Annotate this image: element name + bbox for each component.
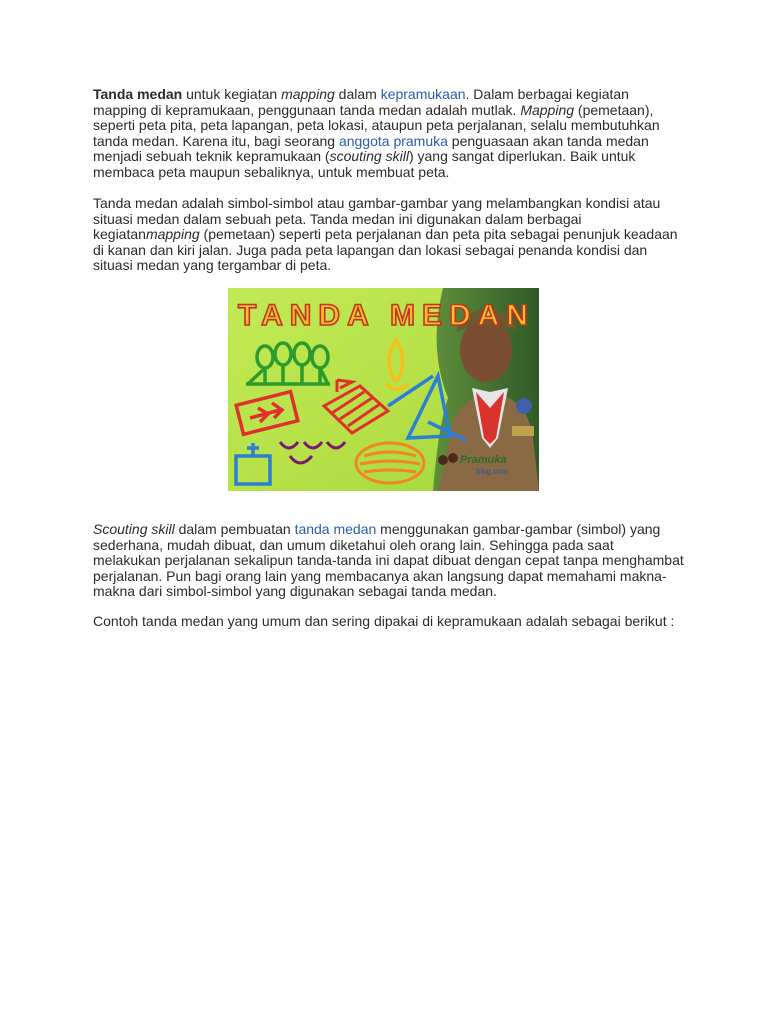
link-anggota-pramuka[interactable]: anggota pramuka [338, 132, 448, 149]
text-run: . Dalam berbagai kegiatan mapping di kepramukaan, penggunaan tanda medan adalah mutlak. [93, 86, 629, 118]
svg-text:blog.com: blog.com [476, 467, 509, 476]
tanda-medan-illustration [228, 288, 539, 491]
text-run: (pemetaan), seperti peta pita, peta lapangan, peta lokasi, ataupun peta perjalanan, selalu membutuhkan tanda medan. Karena itu, bagi seorang [93, 101, 660, 149]
text-run: (pemetaan) seperti peta perjalanan dan peta pita sebagai penunjuk keadaan di kanan dan kiri jalan. Juga pada peta lapangan dan lokasi sebagai penanda kondisi dan situasi medan yang tergambar di peta. [93, 226, 678, 273]
paragraph-intro [93, 87, 685, 180]
text-run: dalam pembuatan [174, 521, 295, 537]
text-run: dalam [334, 86, 381, 102]
term-tanda-medan: Tanda medan [93, 86, 183, 102]
emphasis-mapping: mapping [281, 86, 335, 102]
link-kepramukaan[interactable]: kepramukaan [380, 86, 466, 102]
text-run: untuk kegiatan [182, 86, 282, 102]
emphasis-scouting-skill: Scouting skill [93, 521, 175, 537]
text-run: Contoh tanda medan yang umum dan sering dipakai di kepramukaan adalah sebagai berikut : [93, 613, 675, 629]
paragraph-scouting-skill [93, 522, 685, 600]
text-run: penguasaan akan tanda medan menjadi sebuah teknik kepramukaan ( [93, 132, 649, 164]
emphasis-mapping: Mapping [520, 101, 575, 118]
link-tanda-medan[interactable]: tanda medan [294, 521, 377, 537]
paragraph-definition [93, 196, 685, 274]
text-run: Tanda medan adalah simbol-simbol atau gambar-gambar yang melambangkan kondisi atau situasi medan dalam sebuah peta. Tanda medan ini digunakan dalam berbagai kegiatan [93, 195, 661, 242]
paragraph-examples-intro [93, 614, 685, 630]
emphasis-scouting-skill: scouting skill [329, 148, 409, 164]
text-run: ) yang sangat diperlukan. Baik untuk membaca peta maupun sebaliknya, untuk membuat peta. [93, 148, 636, 180]
figure-title: TANDA MEDAN [238, 299, 535, 332]
emphasis-mapping: mapping [145, 226, 200, 242]
svg-text:Pramuka: Pramuka [460, 454, 507, 466]
text-run: menggunakan gambar-gambar (simbol) yang sederhana, mudah dibuat, dan umum diketahui oleh orang lain. Sehingga pada saat melakukan perjalanan sekalipun tanda-tanda ini dapat dibuat dengan cepat tanpa menghambat perjalanan. Pun bagi orang lain yang membacanya akan langsung dapat memahami makna-makna dari simbol-simbol yang digunakan sebagai tanda medan. [93, 521, 684, 599]
